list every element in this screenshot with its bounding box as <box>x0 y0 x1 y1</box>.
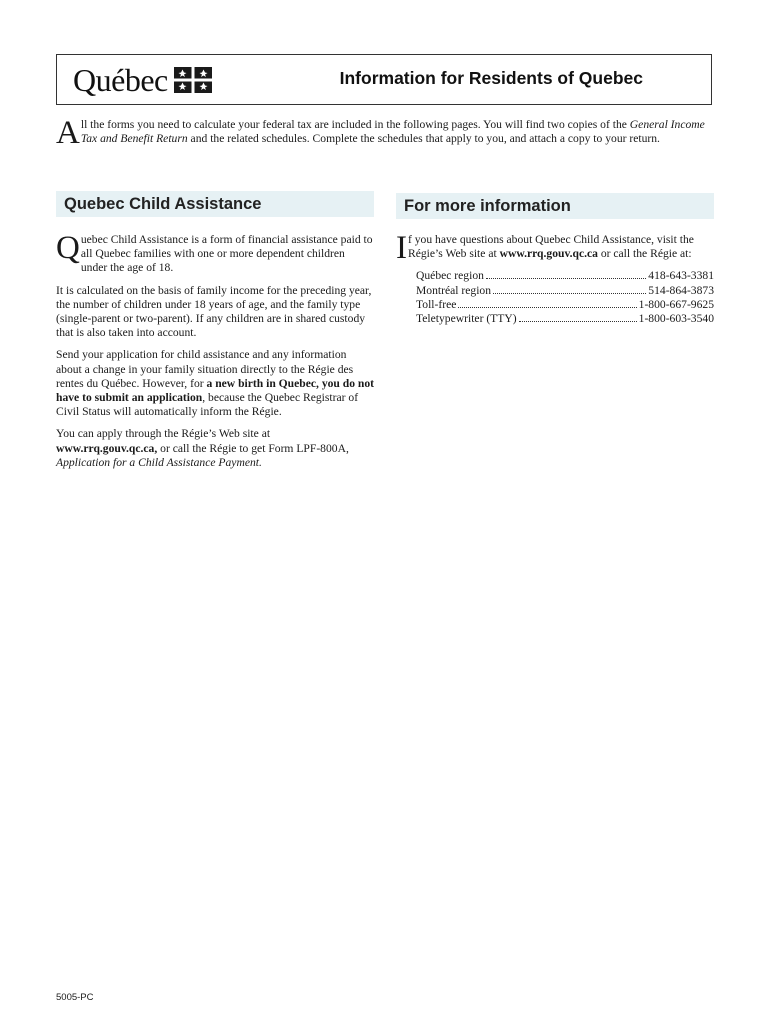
contact-label: Québec region <box>416 269 484 283</box>
more-information-dropcap: I <box>396 230 407 266</box>
p3-bold: a new birth in Quebec, you do not have to submit an application <box>56 376 375 405</box>
contact-label: Teletypewriter (TTY) <box>416 312 517 326</box>
child-assistance-text-1: uebec Child Assistance is a form of financial assistance paid to all Quebec families with one or more dependent children under the age of 18. <box>80 233 373 275</box>
more-information-heading: For more information <box>396 193 714 219</box>
dot-leader <box>486 278 646 279</box>
dot-leader <box>519 321 637 322</box>
p4-text-2: or call the Régie to get Form LPF-800A, <box>157 441 349 455</box>
contact-number: 514-864-3873 <box>648 283 714 297</box>
intro-dropcap: A <box>56 115 80 151</box>
regie-website-link: www.rrq.gouv.qc.ca, <box>56 441 158 455</box>
intro-paragraph <box>56 115 716 151</box>
contact-row-tty <box>416 312 714 326</box>
header-box <box>56 54 712 105</box>
child-assistance-dropcap: Q <box>56 230 80 266</box>
logo-wordmark: Québec <box>73 61 168 98</box>
more-information-paragraph <box>396 230 714 266</box>
contact-list <box>416 269 714 326</box>
child-assistance-paragraph-1 <box>56 230 374 276</box>
p3-text-2: , because the Quebec Registrar of Civil Status will automatically inform the Régie. <box>56 391 359 419</box>
page-title: Information for Residents of Quebec <box>339 68 643 88</box>
p4-text-1: You can apply through the Régie’s Web site at <box>56 427 271 441</box>
contact-row-toll-free <box>416 298 714 312</box>
more-info-text-2: or call the Régie at: <box>597 247 692 261</box>
contact-label: Montréal region <box>416 283 492 297</box>
contact-label: Toll-free <box>416 297 457 311</box>
p3-text-1: Send your application for child assistance and any information about a change in your family situation directly to the Régie des rentes du Québec. However, for <box>56 348 354 390</box>
child-assistance-paragraph-3 <box>56 348 374 419</box>
intro-text-1: ll the forms you need to calculate your federal tax are included in the following pages. You will find two copies of the <box>80 118 630 131</box>
contact-row-montreal <box>416 284 714 298</box>
form-title: Application for a Child Assistance Payment. <box>56 455 262 469</box>
dot-leader <box>493 293 646 294</box>
quebec-logo <box>73 62 212 98</box>
fleur-de-lis-flag-icon <box>174 67 212 93</box>
intro-text-italic: General Income Tax and Benefit Return <box>80 118 705 146</box>
contact-row-quebec <box>416 269 714 283</box>
child-assistance-section <box>56 230 375 478</box>
child-assistance-paragraph-2: It is calculated on the basis of family income for the preceding year, the number of children under 18 years of age, and the family type (single-parent or two-parent). If any children are in shared custody that is also taken into account. <box>56 283 372 340</box>
contact-number: 1-800-667-9625 <box>638 297 714 311</box>
contact-number: 418-643-3381 <box>648 269 714 283</box>
contact-number: 1-800-603-3540 <box>638 312 714 326</box>
child-assistance-heading: Quebec Child Assistance <box>56 191 374 217</box>
more-info-text-1: f you have questions about Quebec Child Assistance, visit the Régie’s Web site at <box>408 233 694 261</box>
more-information-section <box>396 230 714 326</box>
form-code: 5005-PC <box>56 992 94 1003</box>
intro-text-2: and the related schedules. Complete the schedules that apply to you, and attach a copy to your return. <box>187 132 660 146</box>
dot-leader <box>458 307 636 308</box>
child-assistance-paragraph-4 <box>56 427 374 470</box>
more-info-website: www.rrq.gouv.qc.ca <box>499 247 598 261</box>
